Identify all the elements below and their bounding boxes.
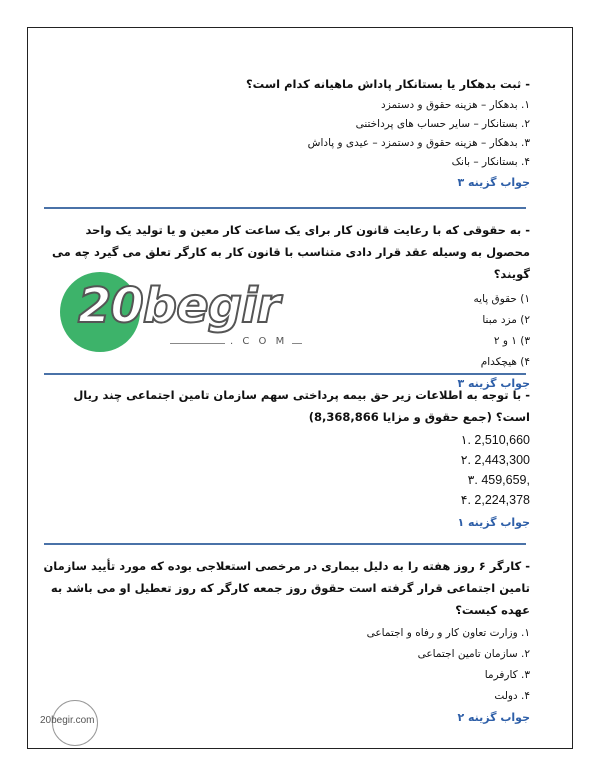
question-4-answer: جواب گزینه ۲ [457,711,530,724]
question-2-option-1: ۱) حقوق پایه [473,293,530,305]
question-3-option-3: ,459,659 .۳ [467,473,530,487]
question-2-option-4: ۴) هیچکدام [480,356,530,368]
question-2-option-3: ۳) ۱ و ۲ [493,335,530,347]
watermark-line-left [170,343,225,344]
question-3 [40,384,530,534]
question-1 [40,73,530,194]
footer-logo [40,700,100,748]
question-4-option-3: ۳. کارفرما [484,669,530,681]
question-1-option-4: ۴. بستانکار – بانک [451,156,530,168]
question-1-option-2: ۲. بستانکار – سایر حساب های پرداختنی [355,118,530,130]
watermark-suffix: . C O M [230,336,288,347]
question-3-title: - با توجه به اطلاعات زیر حق بیمه پرداختی سهم سازمان تامین اجتماعی چند ریال است؟ (جمع حقوق و مزایا 8,368,866) [73,388,530,424]
footer-logo-text: 20begir.com [40,715,95,726]
question-3-option-2: 2,443,300 .۲ [460,453,530,467]
question-1-answer: جواب گزینه ۳ [457,176,530,189]
question-3-option-4: 2,224,378 .۴ [460,493,530,507]
question-1-option-3: ۳. بدهکار – هزینه حقوق و دستمزد – عیدی و پاداش [307,137,530,149]
separator-3 [44,543,526,545]
question-3-option-1: 2,510,660 .۱ [460,433,530,447]
question-1-title: - ثبت بدهکار یا بستانکار پاداش ماهیانه کدام است؟ [245,77,530,91]
separator-2 [44,373,526,375]
question-2-answer: جواب گزینه ۳ [457,377,530,390]
question-4 [40,555,530,729]
question-2-option-2: ۲) مزد مبنا [482,314,530,326]
watermark-brand: 20begir [78,278,280,334]
question-4-option-1: ۱. وزارت تعاون کار و رفاه و اجتماعی [366,627,530,639]
watermark-logo [60,272,300,354]
question-2-title: - به حقوقی که با رعایت قانون کار برای یک ساعت کار معین و یا تولید یک واحد محصول به وسیله عقد قرار دادی متناسب با قانون کار به کارگر تعلق می گیرد چه می گویند؟ [51,223,530,281]
watermark-line-right [292,343,302,344]
question-4-title: - کارگر ۶ روز هفته را به دلیل بیماری در مرخصی استعلاجی بوده که مورد تأیید سازمان تامین اجتماعی قرار گرفته است حقوق روز جمعه کارگر که روز تعطیل او می باشد به عهده کیست؟ [43,559,530,617]
separator-1 [44,207,526,209]
question-3-answer: جواب گزینه ۱ [457,516,530,529]
question-4-option-2: ۲. سازمان تامین اجتماعی [417,648,530,660]
question-4-option-4: ۴. دولت [494,690,530,702]
question-1-option-1: ۱. بدهکار – هزینه حقوق و دستمزد [381,99,530,111]
